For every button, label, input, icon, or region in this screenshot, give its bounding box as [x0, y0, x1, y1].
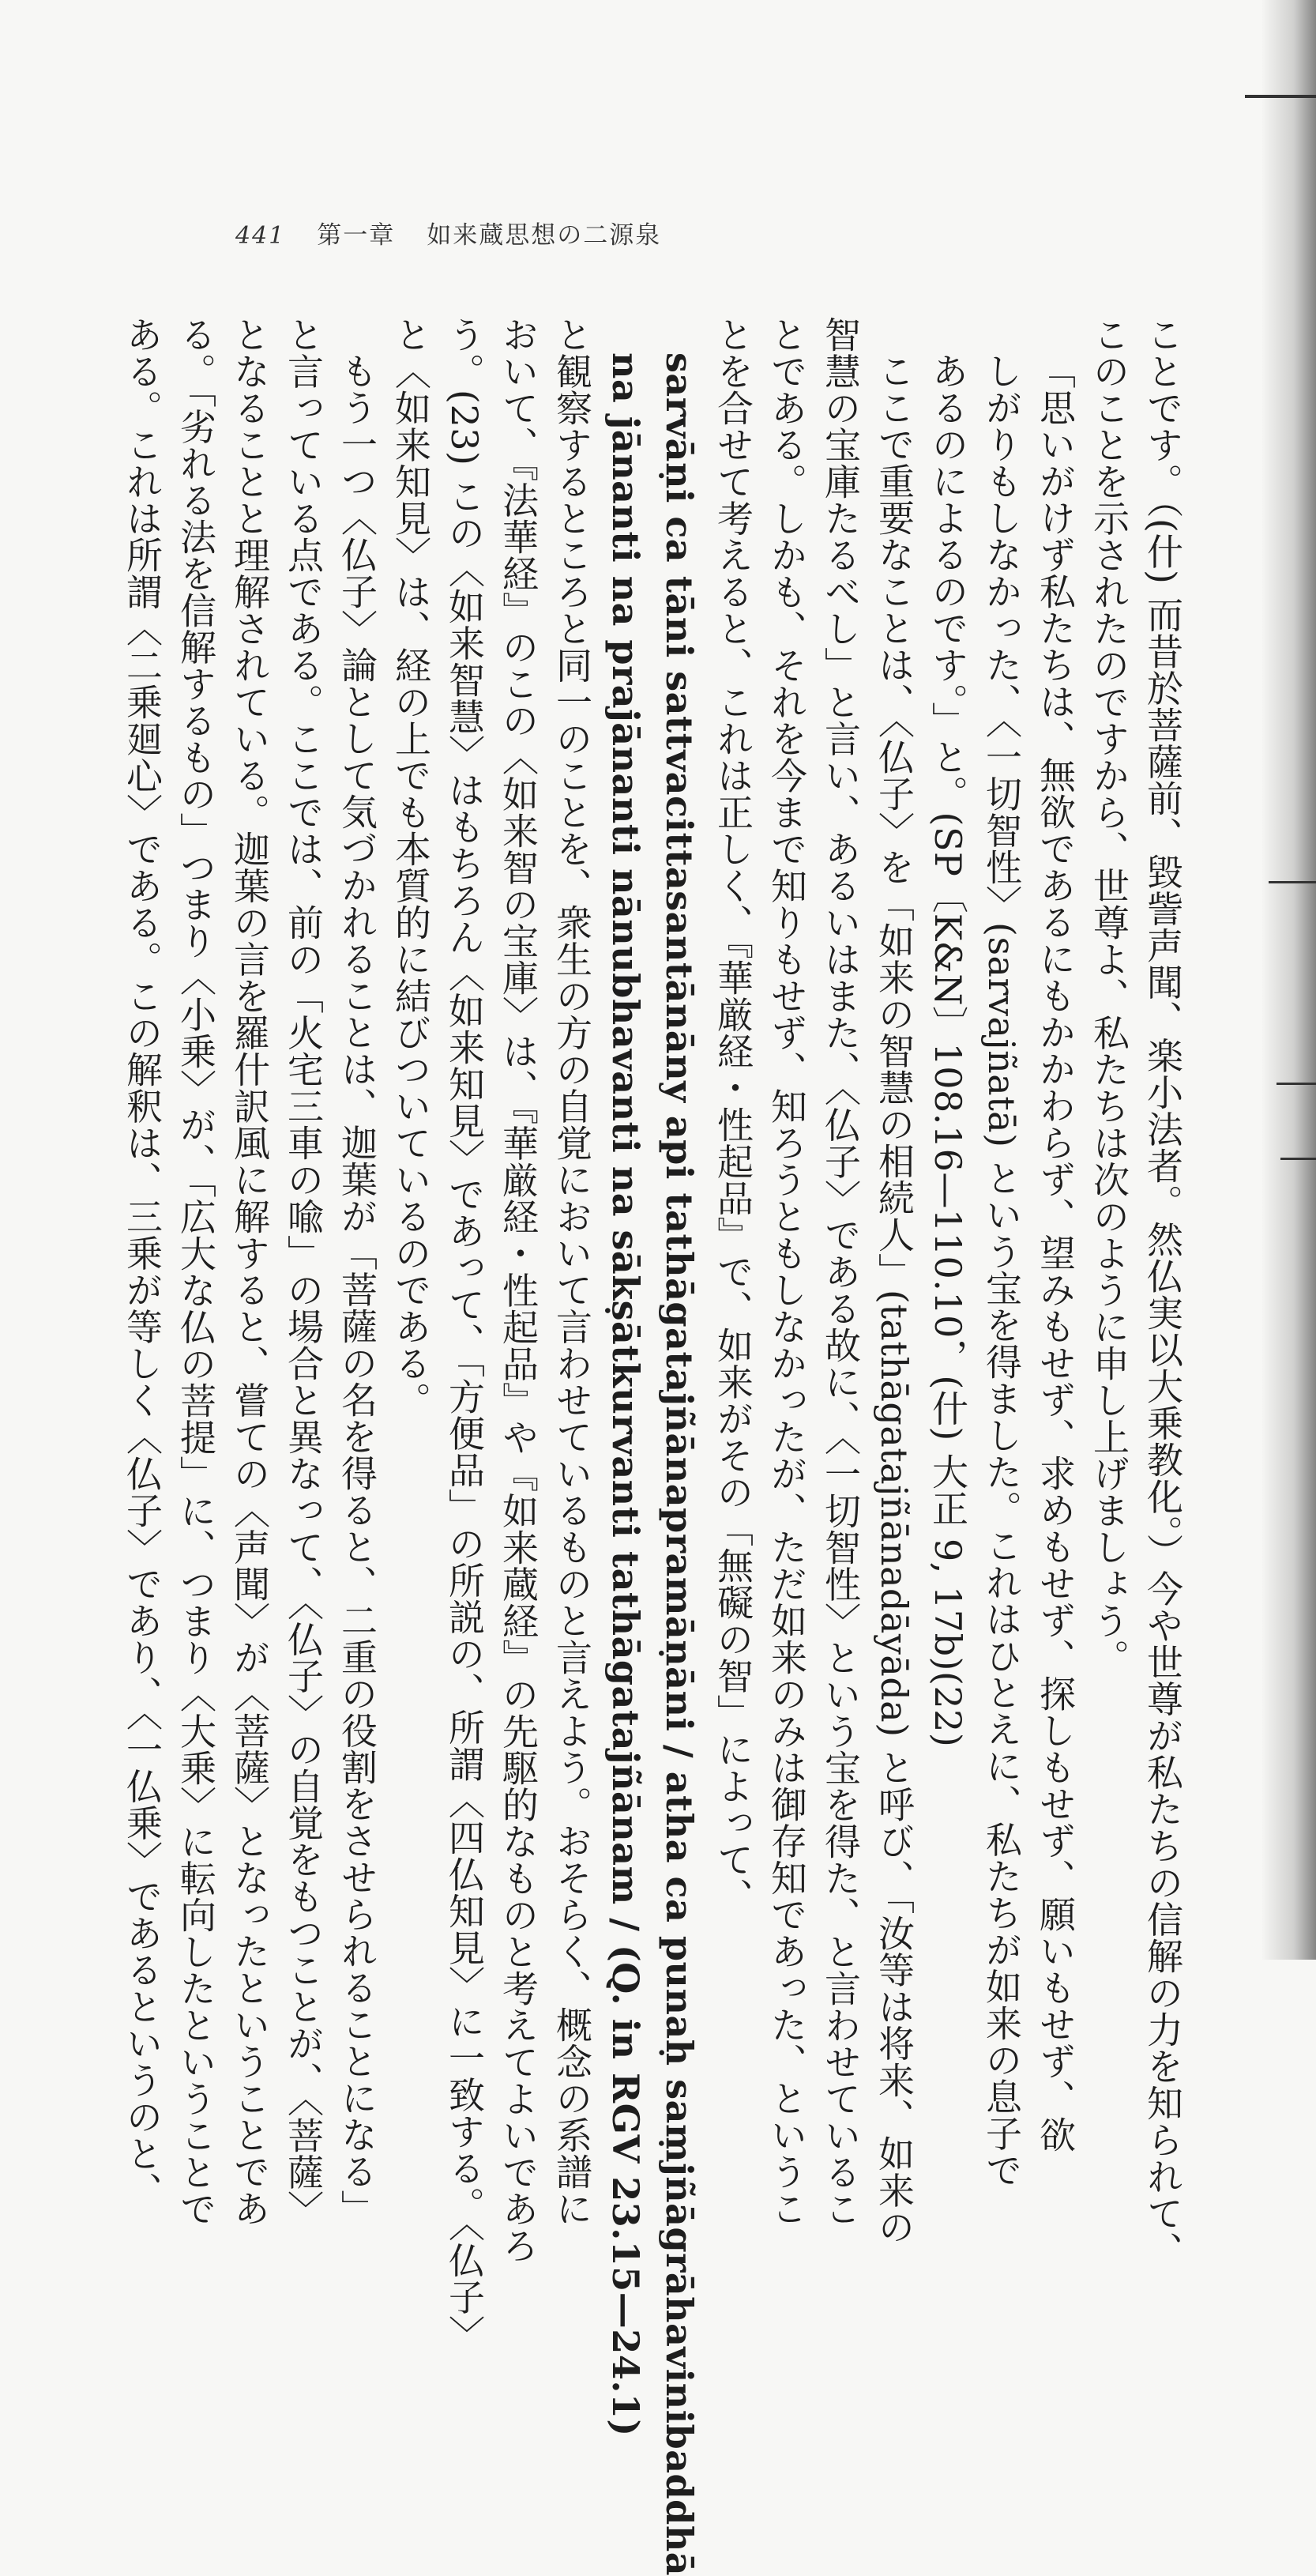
body-text [121, 316, 1190, 2576]
scan-shadow-edge [1261, 0, 1316, 1960]
sanskrit-line: na jānanti na prajānanti nānubhavanti na sākṣātkurvanti tathāgatajñānam / (Q. in RGV 23.15—24.1) [604, 352, 647, 2437]
sanskrit-line: sarvāṇi ca tāni sattvacittasantānāny api tathāgatajñānapramāṇāni / atha ca punaḥ saṃjñāgrāhavinibaddhā [658, 352, 701, 2576]
text-line: ここで重要なことは、〈仏子〉を「如来の智慧の相続人」(tathāgatajñānadāyāda) と呼び、「汝等は将来、如来の [873, 352, 916, 2246]
chapter-label: 第一章 [317, 221, 396, 250]
quote-line: しがりもしなかった、〈一切智性〉(sarvajñatā) という宝を得ました。これはひとえに、私たちが如来の息子で [980, 352, 1023, 2189]
text-line: おいて、『法華経』のこの〈如来智の宝庫〉は、『華厳経・性起品』や『如来蔵経』の先駆的なものと考えてよいであろ [497, 316, 540, 2264]
text-line: とを合せて考えると、これは正しく、『華厳経・性起品』で、如来がその「無礙の智」によって、 [712, 316, 754, 1915]
scan-mark [1280, 1158, 1316, 1160]
scan-mark [1277, 1083, 1316, 1085]
text-line: このことを示されたのですから、世尊よ、私たちは次のように申し上げましょう。 [1088, 316, 1130, 1676]
text-line: と〈如来知見〉は、経の上でも本質的に結びついているのである。 [389, 316, 432, 1418]
running-head [235, 215, 661, 250]
text-line: ある。これは所謂〈二乗廻心〉である。この解釈は、三乗が等しく〈仏子〉であり、〈一仏乗〉であるというのと、 [121, 316, 164, 2209]
quote-line: あるのによるのです。」と。(SP〔K&N〕108.16—110.10，(什) 大正 9, 17b)(22) [927, 352, 969, 1748]
page-number: 441 [235, 222, 286, 250]
text-line: となることと理解されている。迦葉の言を羅什訳風に解すると、嘗ての〈声聞〉が〈菩薩〉となったということであ [228, 316, 271, 2227]
quote-line: 「思いがけず私たちは、無欲であるにもかかわらず、望みもせず、求めもせず、探しもせず、願いもせず、欲 [1034, 352, 1077, 2153]
text-line: る。「劣れる法を信解するもの」つまり〈小乗〉が、「広大な仏の菩提」に、つまり〈大乗〉に転向したということで [175, 316, 217, 2228]
text-line: ことです。（(什) 而昔於菩薩前、毀訾声聞、楽小法者。然仏実以大乗教化。）今や世尊が私たちの信解の力を知られて、 [1141, 316, 1184, 2269]
text-line: と観察するところと同一のことを、衆生の方の自覚において言わせているものと言えよう。おそらく、概念の系譜に [551, 316, 593, 2227]
scan-mark [1245, 95, 1316, 98]
chapter-title: 如来蔵思想の二源泉 [427, 221, 662, 250]
scan-mark [1269, 881, 1316, 883]
text-line: もう一つ〈仏子〉論として気づかれることは、迦葉が「菩薩の名を得ると、二重の役割をさせられることになる」 [336, 352, 378, 2227]
text-line: う。(23) この〈如来智慧〉はもちろん〈如来知見〉であって、「方便品」の所説の、所謂〈四仏知見〉に一致する。〈仏子〉 [443, 316, 486, 2352]
text-line: とである。しかも、それを今まで知りもせず、知ろうともしなかったが、ただ如来のみは御存知であった、というこ [765, 316, 808, 2227]
text-line: 智慧の宝庫たるべし」と言い、あるいはまた、〈仏子〉である故に、〈一切智性〉という宝を得た、と言わせているこ [819, 316, 862, 2228]
text-line: と言っている点である。ここでは、前の「火宅三車の喩」の場合と異なって、〈仏子〉の自覚をもつことが、〈菩薩〉 [282, 316, 325, 2228]
